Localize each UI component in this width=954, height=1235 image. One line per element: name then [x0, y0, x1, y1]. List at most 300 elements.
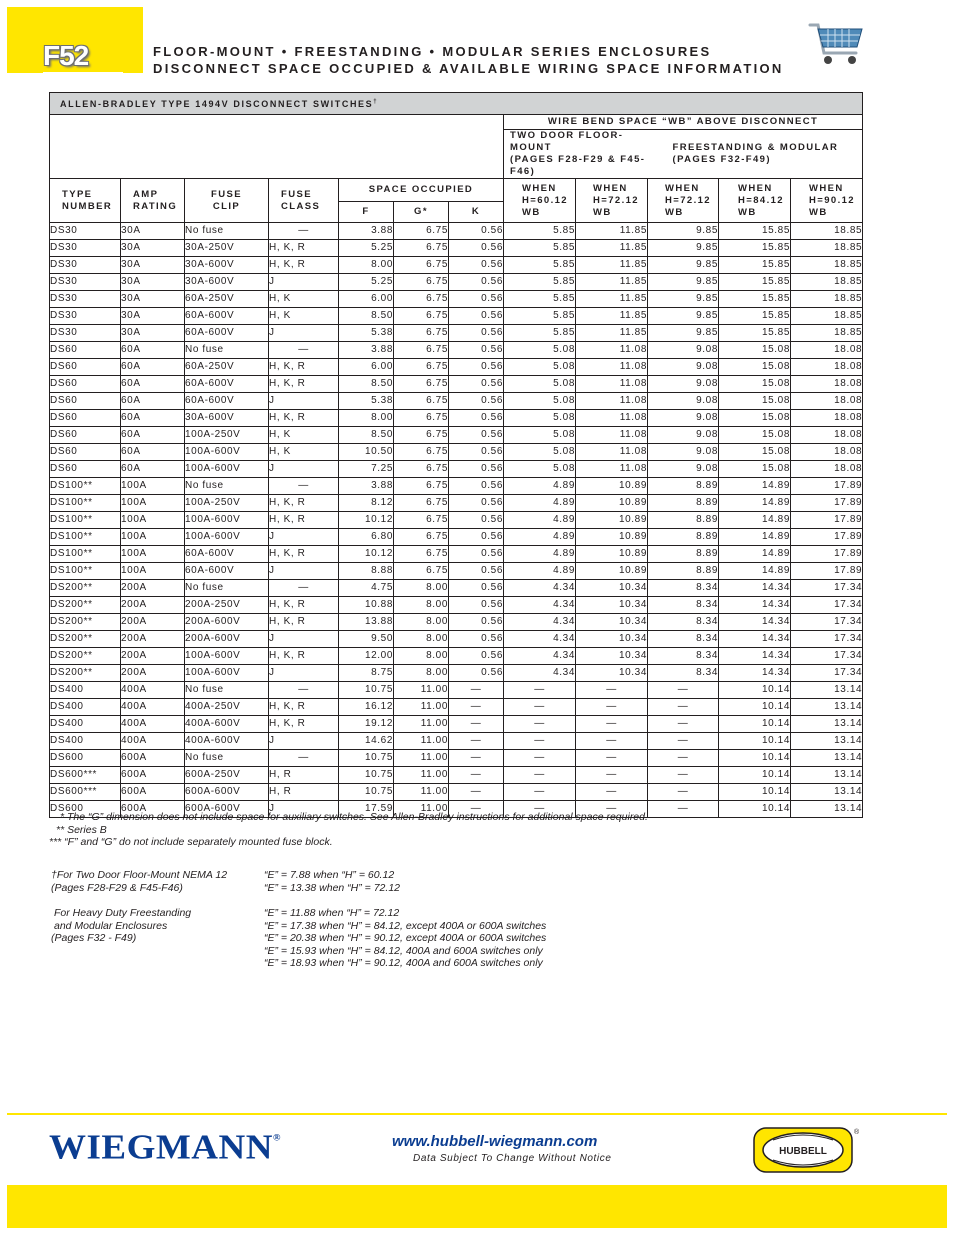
table-cell: 0.56 [449, 342, 504, 359]
table-cell: 6.75 [394, 495, 449, 512]
table-cell: 9.08 [648, 376, 719, 393]
table-cell: DS30 [50, 308, 121, 325]
table-cell: 400A [121, 733, 185, 750]
disconnect-switch-table [49, 92, 863, 818]
table-cell: DS60 [50, 393, 121, 410]
table-cell: 4.34 [504, 631, 576, 648]
table-cell: DS100** [50, 478, 121, 495]
table-cell: DS60 [50, 461, 121, 478]
table-cell: — [648, 767, 719, 784]
table-cell: H, K [269, 308, 339, 325]
table-cell: 10.14 [719, 716, 791, 733]
table-cell: 10.89 [576, 478, 648, 495]
wire-bend-header: WIRE BEND SPACE “WB” ABOVE DISCONNECT [504, 115, 863, 130]
table-cell: 0.56 [449, 631, 504, 648]
table-cell: J [269, 631, 339, 648]
table-cell: 11.08 [576, 342, 648, 359]
table-row [50, 257, 863, 274]
table-cell: 17.34 [791, 614, 863, 631]
website-link[interactable]: www.hubbell-wiegmann.com [392, 1133, 598, 1150]
table-cell: 100A [121, 546, 185, 563]
table-cell: 13.14 [791, 801, 863, 818]
table-row [50, 359, 863, 376]
table-cell: 8.00 [339, 257, 394, 274]
table-cell: 8.89 [648, 478, 719, 495]
table-cell: 11.08 [576, 376, 648, 393]
table-cell: 30A-600V [185, 257, 269, 274]
table-cell: 200A [121, 665, 185, 682]
table-cell: 17.34 [791, 665, 863, 682]
table-cell: 0.56 [449, 478, 504, 495]
hubbell-logo [753, 1126, 859, 1174]
table-cell: 30A-250V [185, 240, 269, 257]
table-cell: 5.25 [339, 274, 394, 291]
table-row [50, 342, 863, 359]
table-cell: DS60 [50, 427, 121, 444]
table-cell: 17.34 [791, 631, 863, 648]
table-row [50, 291, 863, 308]
table-cell: DS60 [50, 410, 121, 427]
table-cell: 60A [121, 393, 185, 410]
table-cell: 8.89 [648, 512, 719, 529]
table-cell: 10.34 [576, 580, 648, 597]
table-cell: 10.75 [339, 750, 394, 767]
table-cell: 12.00 [339, 648, 394, 665]
table-cell: J [269, 274, 339, 291]
table-cell: — [576, 801, 648, 818]
table-cell: 13.88 [339, 614, 394, 631]
table-cell: 4.34 [504, 665, 576, 682]
table-cell: 8.34 [648, 614, 719, 631]
table-cell: 15.85 [719, 325, 791, 342]
table-cell: 10.14 [719, 699, 791, 716]
table-cell: J [269, 461, 339, 478]
table-cell: 10.14 [719, 733, 791, 750]
table-cell: 8.34 [648, 631, 719, 648]
table-cell: 8.00 [394, 665, 449, 682]
table-cell: 11.85 [576, 257, 648, 274]
table-cell: 10.34 [576, 648, 648, 665]
table-cell: — [576, 716, 648, 733]
footnote-g: * The “G” dimension does not include space for auxiliary switches. See Allen-Bradley instructions for additional space required. [60, 811, 648, 823]
table-row [50, 580, 863, 597]
table-cell: 18.85 [791, 257, 863, 274]
table-cell: 10.89 [576, 529, 648, 546]
table-cell: — [576, 699, 648, 716]
table-cell: 4.89 [504, 546, 576, 563]
table-cell: 0.56 [449, 240, 504, 257]
table-cell: 5.08 [504, 359, 576, 376]
table-cell: H, K, R [269, 359, 339, 376]
table-cell: H, K [269, 427, 339, 444]
table-cell: 6.75 [394, 359, 449, 376]
table-cell: 8.00 [394, 580, 449, 597]
table-row [50, 274, 863, 291]
table-cell: 4.89 [504, 529, 576, 546]
table-cell: 10.75 [339, 767, 394, 784]
table-cell: 6.80 [339, 529, 394, 546]
table-cell: 0.56 [449, 223, 504, 240]
table-cell: 8.00 [394, 648, 449, 665]
table-cell: 10.89 [576, 495, 648, 512]
table-cell: 9.08 [648, 393, 719, 410]
table-cell: — [576, 733, 648, 750]
table-cell: 100A [121, 478, 185, 495]
table-cell: 10.88 [339, 597, 394, 614]
table-cell: DS200** [50, 614, 121, 631]
table-cell: 15.08 [719, 393, 791, 410]
table-cell: 200A-600V [185, 614, 269, 631]
page-number: F52 [43, 40, 89, 71]
table-cell: 60A [121, 376, 185, 393]
table-cell: 11.00 [394, 733, 449, 750]
table-cell: 600A-600V [185, 801, 269, 818]
table-cell: 8.12 [339, 495, 394, 512]
table-cell: 10.50 [339, 444, 394, 461]
table-cell: — [269, 580, 339, 597]
table-cell: 14.34 [719, 665, 791, 682]
table-cell: 200A [121, 597, 185, 614]
table-cell: 200A [121, 648, 185, 665]
table-cell: — [269, 682, 339, 699]
table-row [50, 767, 863, 784]
table-cell: 17.34 [791, 597, 863, 614]
table-cell: No fuse [185, 750, 269, 767]
wiegmann-logo: WIEGMANN® [49, 1128, 281, 1167]
table-row [50, 529, 863, 546]
table-cell: 60A-600V [185, 325, 269, 342]
table-cell: 17.59 [339, 801, 394, 818]
table-cell: 60A-600V [185, 376, 269, 393]
table-row [50, 223, 863, 240]
col-when-h72-free: WHEN H=72.12 WB [648, 179, 719, 223]
table-row [50, 784, 863, 801]
table-cell: 8.00 [394, 631, 449, 648]
table-cell: 5.08 [504, 444, 576, 461]
table-cell: 15.08 [719, 410, 791, 427]
table-cell: 11.08 [576, 461, 648, 478]
table-cell: 0.56 [449, 495, 504, 512]
table-cell: 9.08 [648, 359, 719, 376]
table-cell: 16.12 [339, 699, 394, 716]
table-cell: 0.56 [449, 291, 504, 308]
table-cell: 4.34 [504, 597, 576, 614]
table-cell: 0.56 [449, 580, 504, 597]
table-cell: 10.89 [576, 512, 648, 529]
table-cell: 19.12 [339, 716, 394, 733]
table-cell: No fuse [185, 580, 269, 597]
table-cell: DS600 [50, 750, 121, 767]
table-cell: 30A [121, 257, 185, 274]
table-cell: 6.75 [394, 546, 449, 563]
table-row [50, 546, 863, 563]
table-cell: 60A [121, 410, 185, 427]
table-cell: 17.89 [791, 529, 863, 546]
table-cell: 60A [121, 342, 185, 359]
table-cell: 600A [121, 767, 185, 784]
table-cell: 18.08 [791, 342, 863, 359]
table-cell: — [648, 750, 719, 767]
table-cell: 6.75 [394, 291, 449, 308]
table-cell: 10.12 [339, 512, 394, 529]
table-cell: 5.08 [504, 393, 576, 410]
table-cell: 8.89 [648, 563, 719, 580]
table-cell: 11.00 [394, 716, 449, 733]
table-cell: — [648, 682, 719, 699]
table-cell: 5.85 [504, 240, 576, 257]
table-cell: — [504, 784, 576, 801]
header-title: FLOOR-MOUNT • FREESTANDING • MODULAR SERIES ENCLOSURES [153, 44, 712, 59]
two-door-header: TWO DOOR FLOOR-MOUNT (PAGES F28-F29 & F45-F46) [504, 130, 648, 179]
badge-divider [43, 72, 123, 73]
table-cell: No fuse [185, 342, 269, 359]
table-cell: 15.08 [719, 444, 791, 461]
table-cell: 4.89 [504, 563, 576, 580]
col-g: G* [394, 202, 449, 223]
table-cell: DS400 [50, 733, 121, 750]
table-row [50, 240, 863, 257]
table-cell: — [504, 733, 576, 750]
table-row [50, 376, 863, 393]
table-cell: 100A-600V [185, 461, 269, 478]
table-cell: 30A [121, 308, 185, 325]
table-cell: 30A-600V [185, 274, 269, 291]
table-cell: 15.85 [719, 223, 791, 240]
table-cell: DS30 [50, 240, 121, 257]
table-cell: 9.85 [648, 325, 719, 342]
col-when-h72: WHEN H=72.12 WB [576, 179, 648, 223]
table-cell: 9.08 [648, 461, 719, 478]
table-row [50, 495, 863, 512]
table-cell: 600A [121, 784, 185, 801]
table-cell: DS30 [50, 274, 121, 291]
table-cell: 3.88 [339, 342, 394, 359]
table-cell: 5.85 [504, 325, 576, 342]
table-cell: 0.56 [449, 665, 504, 682]
table-cell: 8.34 [648, 665, 719, 682]
table-cell: 30A [121, 240, 185, 257]
table-cell: H, R [269, 767, 339, 784]
table-cell: 0.56 [449, 546, 504, 563]
table-cell: 13.14 [791, 699, 863, 716]
table-cell: 60A-250V [185, 291, 269, 308]
table-cell: 18.85 [791, 223, 863, 240]
table-cell: 400A-600V [185, 733, 269, 750]
table-cell: 9.50 [339, 631, 394, 648]
table-cell: 15.08 [719, 342, 791, 359]
table-row [50, 512, 863, 529]
table-cell: 5.85 [504, 223, 576, 240]
table-cell: H, K, R [269, 240, 339, 257]
table-cell: 6.00 [339, 291, 394, 308]
table-cell: 8.34 [648, 648, 719, 665]
table-cell: 4.34 [504, 648, 576, 665]
table-cell: 10.14 [719, 784, 791, 801]
table-cell: H, K, R [269, 716, 339, 733]
footnotes [50, 811, 648, 849]
svg-text:®: ® [854, 1129, 859, 1136]
table-cell: 15.08 [719, 376, 791, 393]
table-cell: 8.00 [394, 614, 449, 631]
table-cell: 100A-600V [185, 529, 269, 546]
table-cell: DS400 [50, 682, 121, 699]
table-cell: H, K, R [269, 376, 339, 393]
table-row [50, 614, 863, 631]
table-cell: 6.75 [394, 393, 449, 410]
table-cell: DS400 [50, 699, 121, 716]
table-cell: — [648, 699, 719, 716]
table-cell: 0.56 [449, 359, 504, 376]
table-cell: 0.56 [449, 648, 504, 665]
table-cell: 8.50 [339, 308, 394, 325]
col-amp-rating: AMP RATING [121, 179, 185, 223]
table-cell: 17.34 [791, 580, 863, 597]
table-cell: 11.85 [576, 325, 648, 342]
table-cell: No fuse [185, 682, 269, 699]
table-cell: 11.08 [576, 393, 648, 410]
table-cell: DS30 [50, 291, 121, 308]
table-cell: DS100** [50, 546, 121, 563]
table-cell: 400A [121, 682, 185, 699]
table-cell: 5.85 [504, 274, 576, 291]
table-cell: 100A-600V [185, 648, 269, 665]
table-cell: DS60 [50, 342, 121, 359]
table-cell: 14.34 [719, 648, 791, 665]
table-cell: J [269, 393, 339, 410]
table-cell: 10.75 [339, 784, 394, 801]
table-cell: J [269, 325, 339, 342]
table-cell: 0.56 [449, 461, 504, 478]
table-cell: DS100** [50, 512, 121, 529]
table-cell: DS30 [50, 325, 121, 342]
table-cell: 0.56 [449, 563, 504, 580]
table-cell: 9.85 [648, 291, 719, 308]
table-cell: 10.14 [719, 682, 791, 699]
table-cell: H, K, R [269, 495, 339, 512]
table-cell: — [504, 750, 576, 767]
table-cell: 14.34 [719, 580, 791, 597]
table-cell: 6.75 [394, 410, 449, 427]
table-cell: 10.34 [576, 614, 648, 631]
col-when-h84: WHEN H=84.12 WB [719, 179, 791, 223]
table-cell: 10.34 [576, 631, 648, 648]
table-cell: — [449, 767, 504, 784]
table-cell: — [449, 699, 504, 716]
table-cell: 5.08 [504, 427, 576, 444]
table-cell: DS200** [50, 665, 121, 682]
table-row [50, 733, 863, 750]
table-cell: DS200** [50, 648, 121, 665]
table-cell: 10.34 [576, 665, 648, 682]
table-cell: J [269, 733, 339, 750]
table-cell: 100A [121, 495, 185, 512]
table-cell: 600A-250V [185, 767, 269, 784]
table-cell: — [576, 784, 648, 801]
table-cell: 9.08 [648, 342, 719, 359]
table-cell: 10.14 [719, 801, 791, 818]
table-cell: — [504, 767, 576, 784]
table-cell: DS100** [50, 529, 121, 546]
table-cell: 0.56 [449, 325, 504, 342]
shopping-cart-icon[interactable] [808, 19, 864, 67]
table-cell: 15.85 [719, 257, 791, 274]
table-cell: 0.56 [449, 376, 504, 393]
e-values-two-door: “E” = 7.88 when “H” = 60.12 “E” = 13.38 when “H” = 72.12 [264, 869, 400, 894]
footer-band [7, 1185, 947, 1228]
table-cell: 5.08 [504, 410, 576, 427]
table-cell: 7.25 [339, 461, 394, 478]
table-cell: 200A [121, 631, 185, 648]
table-cell: 200A [121, 614, 185, 631]
table-cell: 8.89 [648, 546, 719, 563]
table-row [50, 325, 863, 342]
table-cell: 600A-600V [185, 784, 269, 801]
table-cell: 5.25 [339, 240, 394, 257]
table-cell: — [449, 716, 504, 733]
dagger-note: †For Two Door Floor-Mount NEMA 12 (Pages F28-F29 & F45-F46) [51, 869, 228, 894]
table-cell: 0.56 [449, 427, 504, 444]
table-cell: 600A [121, 750, 185, 767]
table-cell: 17.89 [791, 512, 863, 529]
table-cell: 8.00 [339, 410, 394, 427]
table-cell: 6.75 [394, 444, 449, 461]
table-cell: No fuse [185, 478, 269, 495]
table-cell: J [269, 801, 339, 818]
table-cell: 11.00 [394, 699, 449, 716]
table-cell: 11.85 [576, 274, 648, 291]
table-caption: ALLEN-BRADLEY TYPE 1494V DISCONNECT SWITCHES† [50, 93, 863, 115]
table-cell: 14.34 [719, 631, 791, 648]
table-cell: 60A-600V [185, 546, 269, 563]
table-cell: 30A-600V [185, 410, 269, 427]
table-cell: 60A [121, 359, 185, 376]
table-cell: 600A [121, 801, 185, 818]
table-cell: — [449, 801, 504, 818]
col-f: F [339, 202, 394, 223]
table-cell: 0.56 [449, 308, 504, 325]
table-cell: 14.89 [719, 546, 791, 563]
table-cell: DS600*** [50, 784, 121, 801]
table-cell: 9.85 [648, 308, 719, 325]
table-cell: 10.89 [576, 563, 648, 580]
table-cell: 9.08 [648, 427, 719, 444]
table-cell: 200A-250V [185, 597, 269, 614]
table-cell: 4.89 [504, 478, 576, 495]
table-cell: 10.75 [339, 682, 394, 699]
table-cell: 5.08 [504, 342, 576, 359]
col-fuse-class: FUSE CLASS [269, 179, 339, 223]
table-cell: 17.34 [791, 648, 863, 665]
table-cell: 4.89 [504, 495, 576, 512]
table-cell: 5.38 [339, 393, 394, 410]
table-cell: J [269, 665, 339, 682]
table-cell: 8.88 [339, 563, 394, 580]
table-cell: 9.08 [648, 410, 719, 427]
table-cell: H, R [269, 784, 339, 801]
table-cell: DS60 [50, 376, 121, 393]
table-cell: 9.85 [648, 257, 719, 274]
table-cell: 6.75 [394, 563, 449, 580]
table-cell: 0.56 [449, 274, 504, 291]
table-cell: 13.14 [791, 784, 863, 801]
table-cell: 11.08 [576, 427, 648, 444]
table-cell: 100A-600V [185, 512, 269, 529]
table-cell: 5.08 [504, 461, 576, 478]
col-space-occupied: SPACE OCCUPIED [339, 179, 504, 202]
table-cell: DS30 [50, 223, 121, 240]
table-cell: 17.89 [791, 495, 863, 512]
table-cell: 8.75 [339, 665, 394, 682]
